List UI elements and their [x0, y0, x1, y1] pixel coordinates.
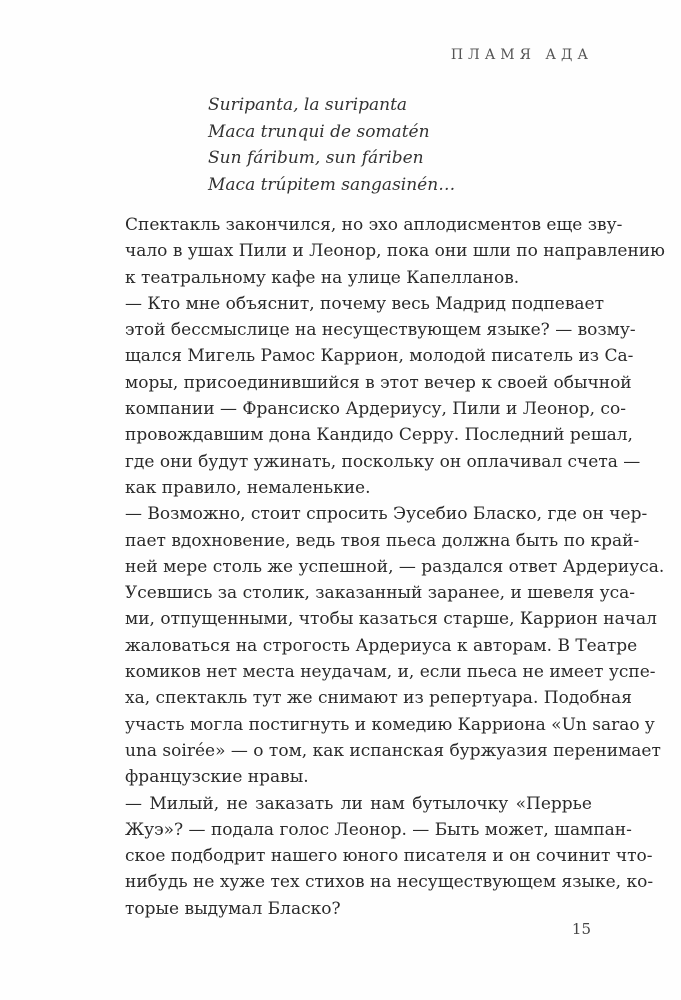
text-line: пает вдохновение, ведь твоя пьеса должна быть по край-: [125, 530, 640, 551]
text-line: как правило, немаленькие.: [125, 477, 371, 498]
text-line: Жуэ»? — подала голос Леонор. — Быть может, шампан-: [125, 819, 632, 840]
poem-line: Sun fáribum, sun fáriben: [208, 148, 424, 168]
text-line: жаловаться на строгость Ардериуса к авторам. В Театре: [125, 635, 638, 656]
poem-stanza: [208, 92, 455, 198]
page-number: 15: [571, 920, 591, 938]
text-line: провождавшим дона Кандидо Серру. Последний решал,: [125, 425, 633, 446]
text-line: ми, отпущенными, чтобы казаться старше, Каррион начал: [125, 609, 657, 630]
text-line: чало в ушах Пили и Леонор, пока они шли по направлению: [125, 241, 665, 262]
poem-line: Maca trúpitem sangasinén…: [208, 174, 456, 195]
text-line: компании — Франсиско Ардериусу, Пили и Леонор, со-: [125, 399, 626, 420]
text-line: ней мере столь же успешной, — раздался ответ Ардериуса.: [125, 556, 665, 577]
body-text: [96, 212, 665, 922]
text-line: где они будут ужинать, поскольку он оплачивал счета —: [125, 451, 641, 472]
text-line: ха, спектакль тут же снимают из репертуара. Подобная: [125, 688, 632, 709]
poem-line: Maca trunqui de somatén: [208, 121, 430, 142]
text-line: щался Мигель Рамос Каррион, молодой писатель из Са-: [125, 346, 634, 367]
paragraph: [96, 501, 665, 580]
paragraph: [96, 212, 665, 291]
text-line: — Возможно, стоит спросить Эусебио Бласко, где он чер-: [125, 504, 648, 525]
text-line: этой бессмыслице на несуществующем языке? — возму-: [125, 320, 636, 341]
paragraph: [96, 580, 661, 790]
text-line: участь могла постигнуть и комедию Карриона «Un sarao y: [125, 714, 655, 735]
text-line: ское подбодрит нашего юного писателя и он сочинит что-: [125, 846, 653, 867]
text-line: Спектакль закончился, но эхо аплодисментов еще зву-: [125, 215, 623, 235]
text-line: торые выдумал Бласко?: [125, 898, 341, 919]
text-line: — Кто мне объяснит, почему весь Мадрид подпевает: [125, 293, 605, 314]
text-line: Усевшись за столик, заказанный заранее, и шевеля уса-: [125, 583, 636, 604]
text-line: моры, присоединившийся в этот вечер к своей обычной: [125, 372, 632, 393]
text-line: французские нравы.: [125, 767, 309, 788]
text-line: una soirée» — о том, как испанская буржуазия перенимает: [125, 740, 661, 761]
running-head: ПЛАМЯ АДА: [450, 47, 593, 63]
paragraph: [96, 791, 654, 922]
text-line: комиков нет места неудачам, и, если пьеса не имеет успе-: [125, 662, 656, 683]
text-line: — Милый, не заказать ли нам бутылочку «Перрье: [125, 793, 592, 814]
poem-line: Suripanta, la suripanta: [208, 95, 408, 115]
text-line: нибудь не хуже тех стихов на несуществующем языке, ко-: [125, 872, 654, 893]
paragraph: [96, 291, 641, 501]
text-line: к театральному кафе на улице Капелланов.: [125, 267, 520, 288]
